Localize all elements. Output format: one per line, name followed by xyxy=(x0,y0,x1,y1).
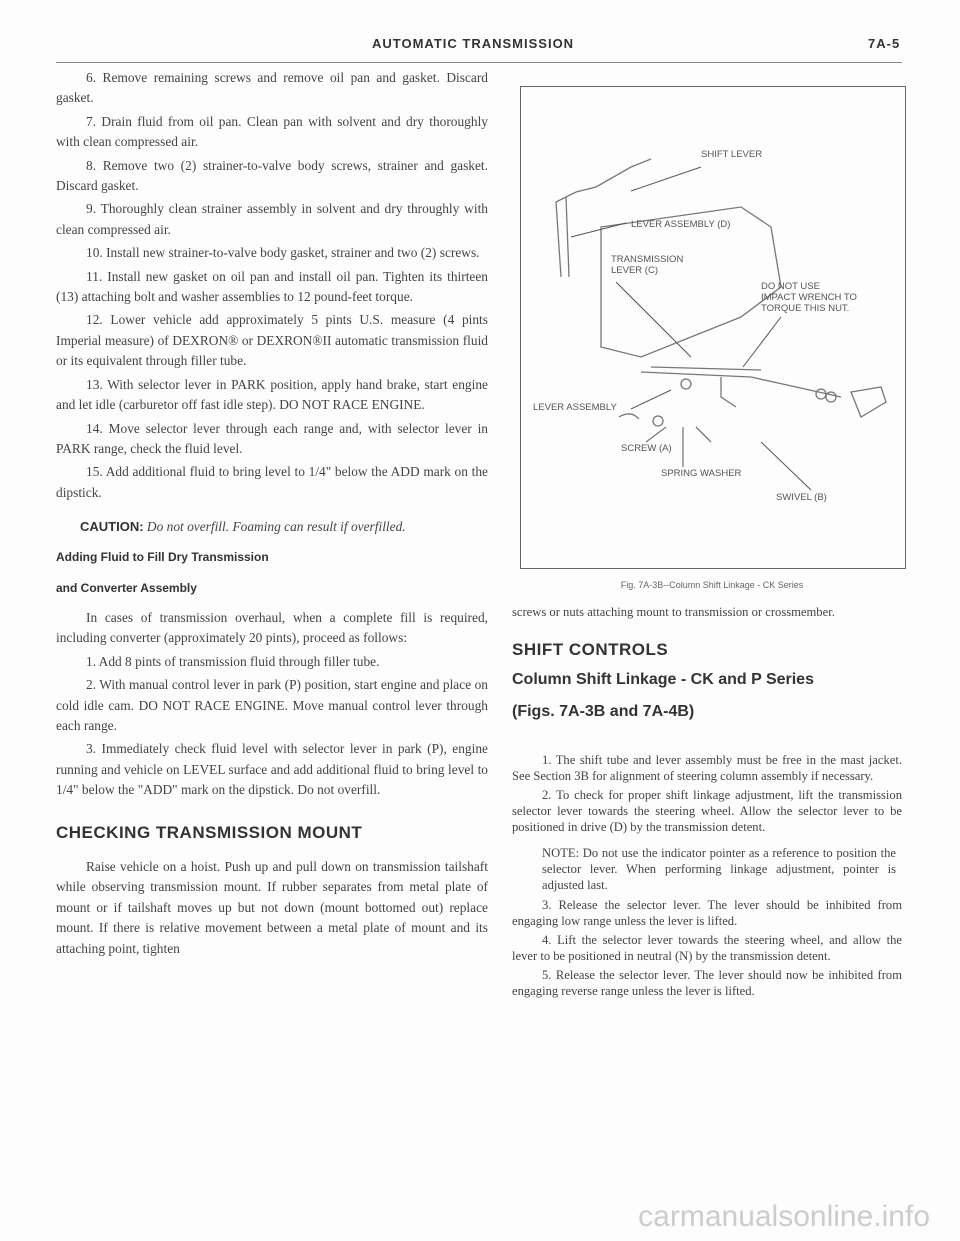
label-transmission-lever-1: TRANSMISSION xyxy=(611,254,684,265)
figure-caption: Fig. 7A-3B--Column Shift Linkage - CK Series xyxy=(620,580,804,590)
caution-text: Do not overfill. Foaming can result if overfilled. xyxy=(146,519,406,535)
label-transmission-lever-2: LEVER (C) xyxy=(611,265,658,276)
note: NOTE: Do not use the indicator pointer as a reference to position the selector lever. When performing linkage adjustment, pointer is adjusted last. xyxy=(542,846,896,892)
label-warning-1: DO NOT USE xyxy=(761,281,820,292)
label-lever-assembly: LEVER ASSEMBLY xyxy=(533,402,617,413)
step-7: 7. Drain fluid from oil pan. Clean pan with solvent and dry thoroughly with clean compressed air. xyxy=(56,113,488,150)
fill-intro: In cases of transmission overhaul, when a complete fill is required, including converter (approximately 20 pints), proceed as follows: xyxy=(56,609,488,646)
caution-note xyxy=(56,517,488,537)
figs-reference: (Figs. 7A-3B and 7A-4B) xyxy=(512,703,695,720)
figure-shift-linkage xyxy=(520,86,906,569)
label-shift-lever: SHIFT LEVER xyxy=(701,149,763,160)
page-number: 7A-5 xyxy=(868,36,901,51)
label-warning-2: IMPACT WRENCH TO xyxy=(761,292,857,303)
column-shift-subheading: Column Shift Linkage - CK and P Series xyxy=(512,671,814,688)
running-header-title: AUTOMATIC TRANSMISSION xyxy=(372,36,575,51)
step-12: 12. Lower vehicle add approximately 5 pints U.S. measure (4 pints Imperial measure) of DEXRON® or DEXRON®II automatic transmission fluid or its equivalent through filler tube. xyxy=(56,312,488,369)
step-10: 10. Install new strainer-to-valve body gasket, strainer and two (2) screws. xyxy=(86,245,480,261)
mount-continued: screws or nuts attaching mount to transmission or crossmember. xyxy=(512,605,835,619)
fill-step-2: 2. With manual control lever in park (P) position, start engine and place on cold idle cam. DO NOT RACE ENGINE. Move manual control lever through each range. xyxy=(56,677,488,733)
subheading-converter: and Converter Assembly xyxy=(56,580,197,595)
label-screw-a: SCREW (A) xyxy=(621,443,672,454)
header-rule xyxy=(56,62,902,63)
shift-step-1: 1. The shift tube and lever assembly must be free in the mast jacket. See Section 3B for alignment of steering column assembly if necessary. xyxy=(512,753,902,783)
step-13: 13. With selector lever in PARK position, apply hand brake, start engine and let idle (carburetor off fast idle step). DO NOT RACE ENGINE. xyxy=(56,376,488,413)
shift-step-5: 5. Release the selector lever. The lever should now be inhibited from engaging reverse range unless the lever is lifted. xyxy=(512,968,902,998)
right-column xyxy=(512,604,902,1002)
label-warning-3: TORQUE THIS NUT. xyxy=(761,303,850,314)
left-column xyxy=(56,68,488,962)
step-6: 6. Remove remaining screws and remove oil pan and gasket. Discard gasket. xyxy=(56,70,488,106)
subheading-adding-fluid: Adding Fluid to Fill Dry Transmission xyxy=(56,550,269,565)
step-11: 11. Install new gasket on oil pan and install oil pan. Tighten its thirteen (13) attaching bolt and washer assemblies to 12 pound-feet torque. xyxy=(56,268,488,305)
label-lever-assembly-d: LEVER ASSEMBLY (D) xyxy=(631,219,731,230)
mount-text: Raise vehicle on a hoist. Push up and pull down on transmission tailshaft while observing transmission mount. If rubber separates from metal plate of mount or if tailshaft moves up but not down (mount bottomed out) replace mount. If there is relative movement between a metal plate of mount and its attaching point, tighten xyxy=(56,859,488,956)
step-8: 8. Remove two (2) strainer-to-valve body screws, strainer and gasket. Discard gasket. xyxy=(56,157,488,194)
step-15: 15. Add additional fluid to bring level to 1/4" below the ADD mark on the dipstick. xyxy=(56,464,488,500)
fill-step-1: 1. Add 8 pints of transmission fluid through filler tube. xyxy=(86,653,380,669)
step-14: 14. Move selector lever through each range and, with selector lever in PARK range, check the fluid level. xyxy=(56,420,488,456)
shift-step-3: 3. Release the selector lever. The lever should be inhibited from engaging low range unless the lever is lifted. xyxy=(512,898,902,928)
mount-heading: CHECKING TRANSMISSION MOUNT xyxy=(56,822,363,842)
shift-step-4: 4. Lift the selector lever towards the steering wheel, and allow the lever to be positioned in neutral (N) by the transmission detent. xyxy=(512,933,902,963)
label-spring-washer: SPRING WASHER xyxy=(661,468,742,479)
caution-label: CAUTION: xyxy=(80,519,144,535)
watermark: carmanualsonline.info xyxy=(638,1200,930,1233)
shift-controls-heading: SHIFT CONTROLS xyxy=(512,640,669,659)
step-9: 9. Thoroughly clean strainer assembly in solvent and dry throughly with clean compressed air. xyxy=(56,201,488,237)
shift-step-2: 2. To check for proper shift linkage adjustment, lift the transmission selector lever towards the steering wheel. Allow the selector lever to be positioned in drive (D) by the transmission detent. xyxy=(512,788,902,834)
callout-lines xyxy=(571,167,811,490)
fill-step-3: 3. Immediately check fluid level with selector lever in park (P), engine running and vehicle on LEVEL surface and add additional fluid to bring level to 1/4" below the "ADD" mark on the dipstick. Do not overfill. xyxy=(56,741,488,798)
label-swivel-b: SWIVEL (B) xyxy=(776,492,827,503)
